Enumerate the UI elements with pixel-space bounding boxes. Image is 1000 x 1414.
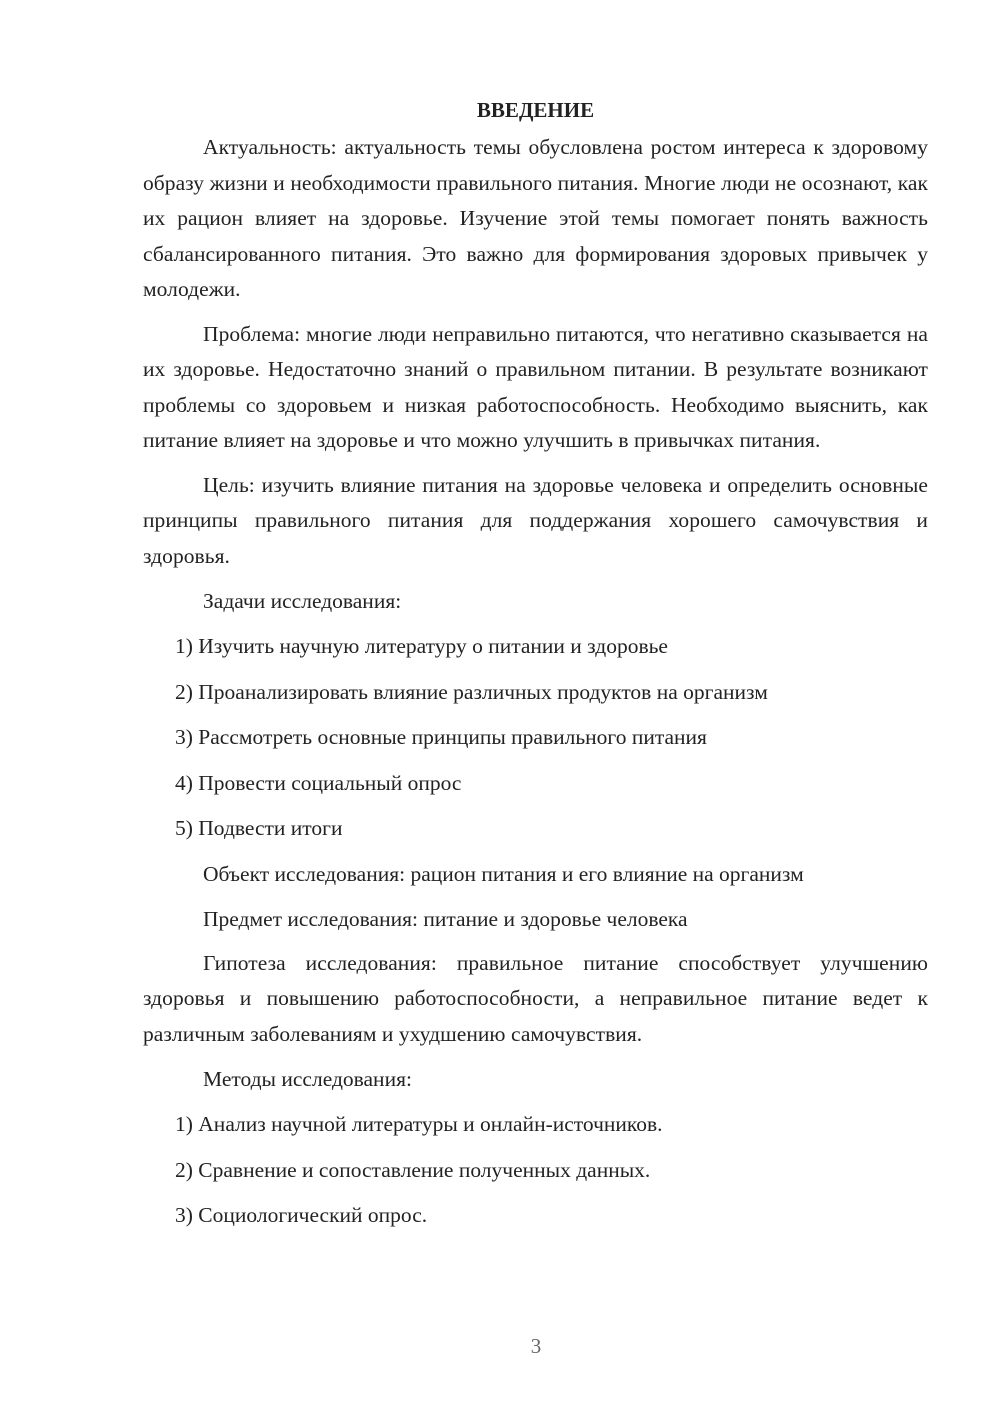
task-item: 4) Провести социальный опрос <box>175 770 462 795</box>
task-item: 1) Изучить научную литературу о питании и здоровье <box>175 634 668 658</box>
method-item: 1) Анализ научной литературы и онлайн-источников. <box>175 1112 663 1136</box>
task-item: 2) Проанализировать влияние различных продуктов на организм <box>175 679 768 704</box>
methods-list <box>143 1106 928 1233</box>
object-paragraph: Объект исследования: рацион питания и его влияние на организм <box>203 861 804 886</box>
page-title: ВВЕДЕНИЕ <box>476 98 595 122</box>
subject-paragraph: Предмет исследования: питание и здоровье человека <box>203 906 688 931</box>
method-item: 3) Социологический опрос. <box>175 1203 428 1227</box>
hypothesis-paragraph: Гипотеза исследования: правильное питание способствует улучшению здоровья и повышению работоспособности, а неправильное питание ведет к различным заболеваниям и ухудшению самочувствия. <box>143 950 928 1046</box>
relevance-paragraph: Актуальность: актуальность темы обусловлена ростом интереса к здоровому образу жизни и необходимости правильного питания. Многие люди не осознают, как их рацион влияет на здоровье. Изучение этой темы помогает понять важность сбалансированного питания. Это важно для формирования здоровых привычек у молодежи. <box>143 135 928 301</box>
goal-paragraph: Цель: изучить влияние питания на здоровье человека и определить основные принципы правильного питания для поддержания хорошего самочувствия и здоровья. <box>143 472 928 568</box>
task-item: 5) Подвести итоги <box>175 816 343 840</box>
page-number: 3 <box>530 1334 542 1358</box>
document-body <box>143 92 928 1243</box>
tasks-heading: Задачи исследования: <box>203 589 402 613</box>
problem-paragraph: Проблема: многие люди неправильно питаются, что негативно сказывается на их здоровье. Недостаточно знаний о правильном питании. В результате возникают проблемы со здоровьем и низкая работоспособность. Необходимо выяснить, как питание влияет на здоровье и что можно улучшить в привычках питания. <box>143 321 928 452</box>
task-item: 3) Рассмотреть основные принципы правильного питания <box>175 725 707 749</box>
methods-heading: Методы исследования: <box>203 1067 412 1091</box>
tasks-list <box>143 628 928 846</box>
method-item: 2) Сравнение и сопоставление полученных данных. <box>175 1157 651 1182</box>
